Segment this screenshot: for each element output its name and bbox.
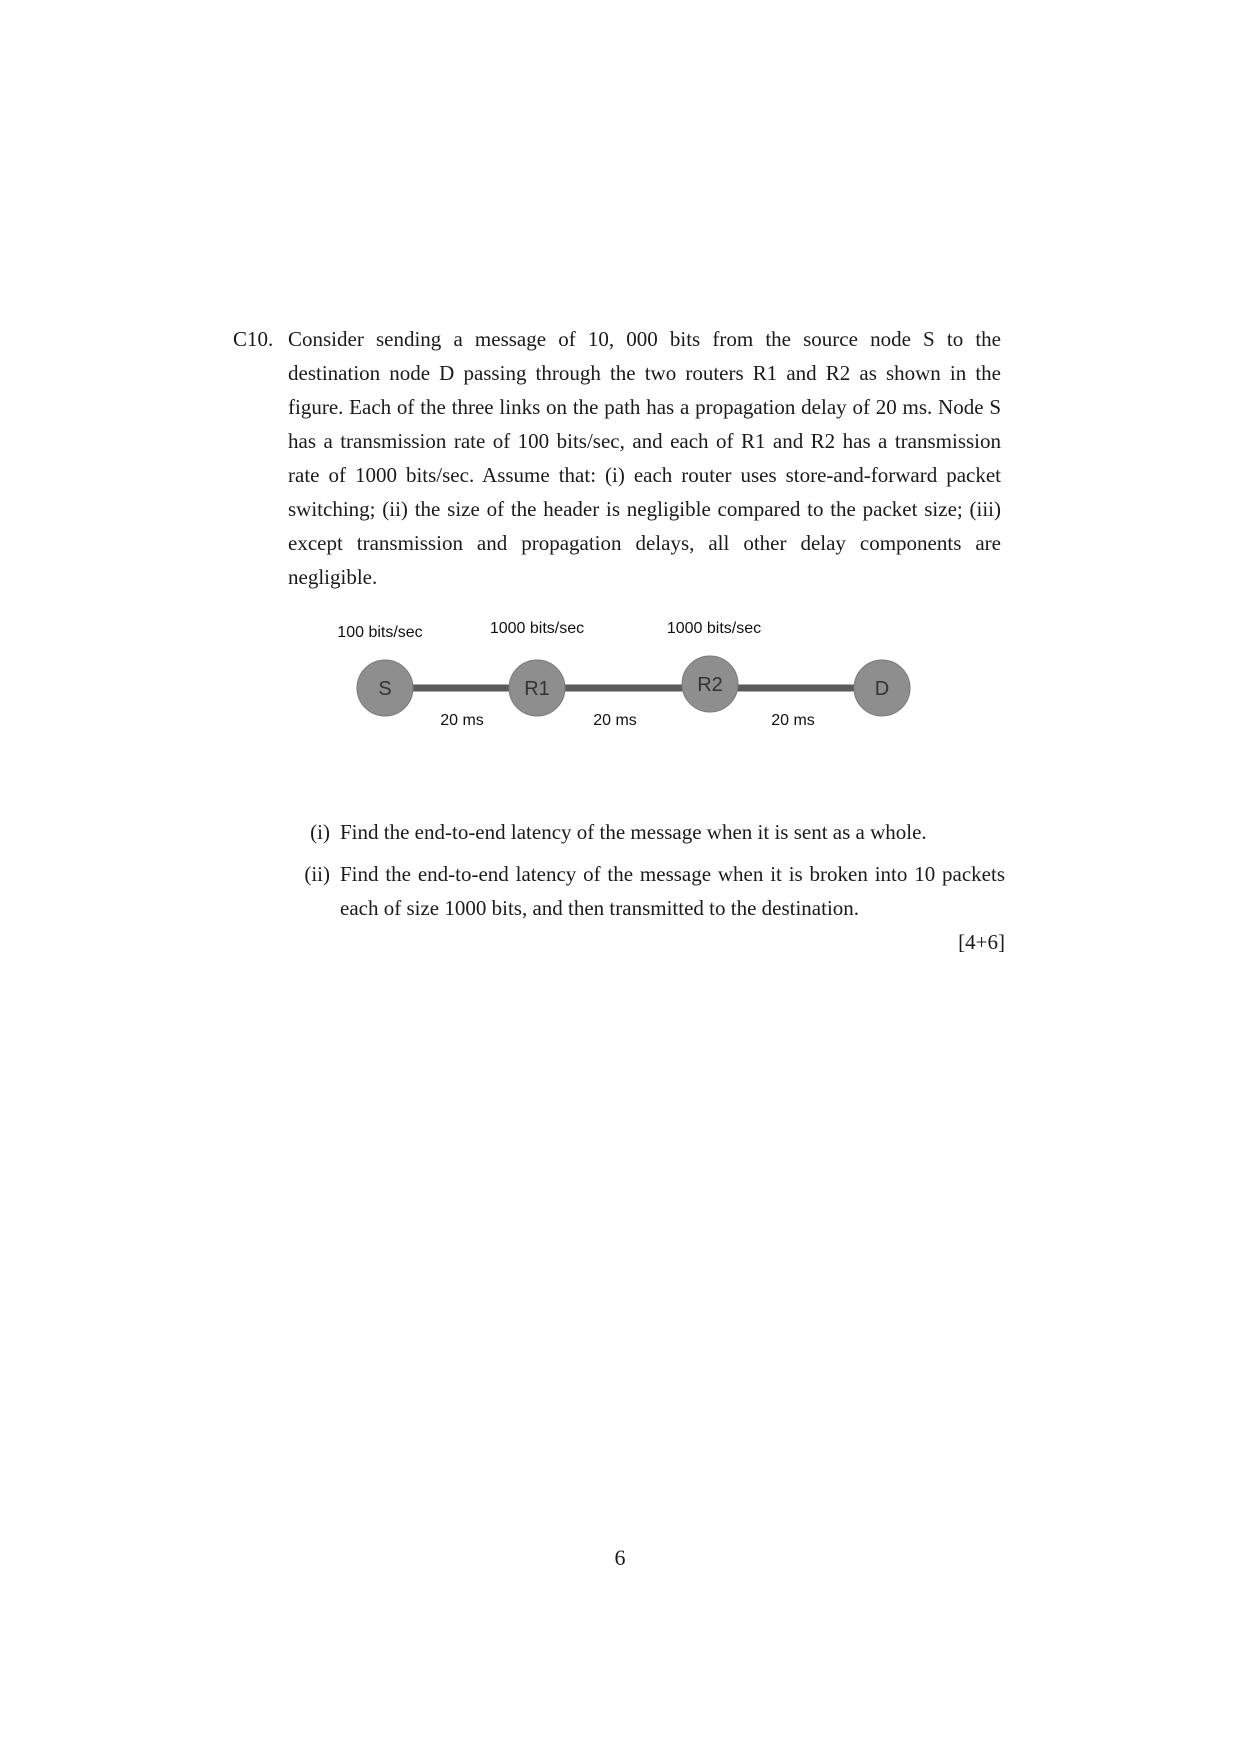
part-i-label: (i): [310, 820, 330, 844]
part-ii-label: (ii): [304, 862, 330, 886]
part-i-text: Find the end-to-end latency of the message when it is sent as a whole.: [340, 820, 927, 844]
node-d-label: D: [874, 678, 890, 700]
rate-r1-label: 1000 bits/sec: [489, 620, 585, 637]
delay-link2-label: 20 ms: [593, 712, 637, 729]
node-r2-label: R2: [697, 674, 723, 696]
page-number: 6: [614, 1545, 626, 1570]
rate-r2-label: 1000 bits/sec: [666, 620, 762, 637]
part-i: [290, 815, 1005, 849]
rate-s-label: 100 bits/sec: [337, 624, 423, 641]
part-ii: [290, 857, 1005, 925]
network-diagram: [330, 615, 930, 745]
marks-allocation: [4+6]: [958, 930, 1005, 954]
node-r1-label: R1: [524, 678, 550, 700]
delay-link3-label: 20 ms: [771, 712, 815, 729]
network-figure: [330, 615, 930, 745]
question-parts: [290, 815, 1005, 954]
part-ii-text: Find the end-to-end latency of the message when it is broken into 10 packets each of size 1000 bits, and then transmitted to the destination.: [340, 862, 1005, 920]
question-body: Consider sending a message of 10, 000 bits from the source node S to the destination node D passing through the two routers R1 and R2 as shown in the figure. Each of the three links on the path has a propagation delay of 20 ms. Node S has a transmission rate of 100 bits/sec, and each of R1 and R2 has a transmission rate of 1000 bits/sec. Assume that: (i) each router uses store-and-forward packet switching; (ii) the size of the header is negligible compared to the packet size; (iii) except transmission and propagation delays, all other delay components are negligible.: [288, 327, 1001, 589]
delay-link1-label: 20 ms: [440, 712, 484, 729]
node-s-label: S: [378, 678, 392, 700]
question-number: C10.: [233, 327, 274, 351]
